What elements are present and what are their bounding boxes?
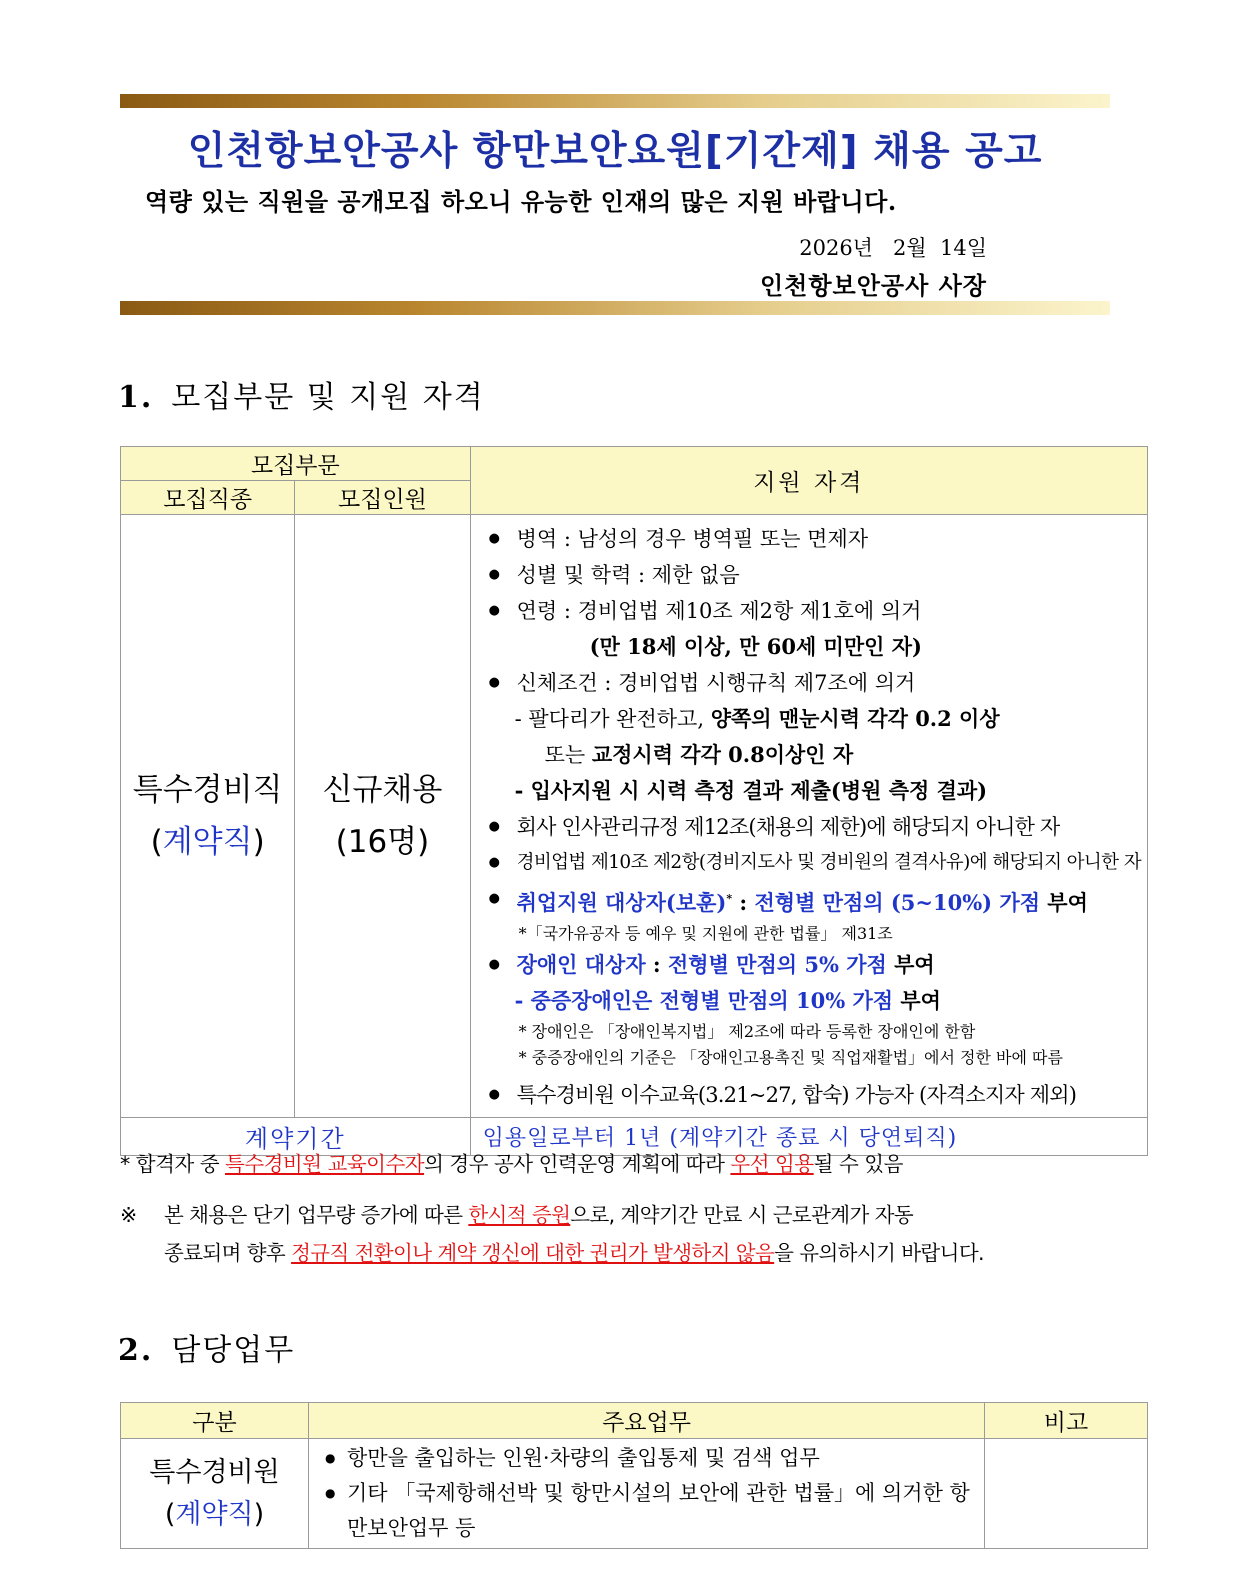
announcement-date: 2026년 2월 14일 bbox=[799, 236, 987, 260]
qual-security-law: ● 경비업법 제10조 제2항(경비지도사 및 경비원의 결격사유)에 해당되지 아니한 자 bbox=[485, 845, 1141, 881]
section-1-heading bbox=[118, 372, 485, 416]
page-title: 인천항보안공사 항만보안요원[기간제] 채용 공고 bbox=[187, 129, 1043, 174]
role-contract-type: (계약직) bbox=[164, 1498, 265, 1530]
qual-age-range: (만 18세 이상, 만 60세 미만인 자) bbox=[589, 634, 922, 659]
qual-training: ● 특수경비원 이수교육(3.21~27, 합숙) 가능자 (자격소지자 제외) bbox=[485, 1077, 1141, 1113]
header-remark: 비고 bbox=[985, 1403, 1148, 1439]
hire-type: 신규채용 bbox=[322, 772, 443, 808]
headcount-cell bbox=[295, 515, 470, 1118]
job-name: 특수경비직 bbox=[132, 772, 283, 808]
qual-veterans-note: *「국가유공자 등 예우 및 지원에 관한 법률」 제31조 bbox=[518, 924, 893, 943]
qual-physical: ● 신체조건 : 경비업법 시행규칙 제7조에 의거 bbox=[485, 665, 1141, 701]
qual-vision-submission: - 입사지원 시 시력 측정 결과 제출(병원 측정 결과) bbox=[514, 778, 988, 803]
duty-port-security: ● 기타 「국제항해선박 및 항만시설의 보안에 관한 법률」에 의거한 항만보안업무 등 bbox=[323, 1476, 978, 1546]
qual-disabled-note-1: * 장애인은 「장애인복지법」 제2조에 따라 등록한 장애인에 한함 bbox=[518, 1022, 976, 1041]
header-job-type: 모집직종 bbox=[121, 481, 295, 515]
header-qualification: 지원 자격 bbox=[470, 447, 1147, 515]
qual-corrected-vision: 또는 교정시력 각각 0.8이상인 자 bbox=[544, 742, 854, 767]
qual-severe-disabled: - 중증장애인은 전형별 만점의 10% 가점 부여 bbox=[514, 988, 941, 1013]
duty-list bbox=[309, 1439, 984, 1548]
remark-cell bbox=[985, 1439, 1148, 1549]
duty-access-control: ● 항만을 출입하는 인원·차량의 출입통제 및 검색 업무 bbox=[323, 1441, 978, 1476]
hire-count: (16명) bbox=[335, 824, 430, 860]
qual-disabled-note-2: * 중증장애인의 기준은 「장애인고용촉진 및 직업재활법」에서 정한 바에 따름 bbox=[518, 1048, 1063, 1067]
qual-gender-education: ● 성별 및 학력 : 제한 없음 bbox=[485, 557, 1141, 593]
qual-hr-rule: ● 회사 인사관리규정 제12조(채용의 제한)에 해당되지 아니한 자 bbox=[485, 809, 1141, 845]
duty-cell bbox=[309, 1439, 985, 1549]
job-cell bbox=[121, 515, 295, 1118]
note-priority-hiring: * 합격자 중 특수경비원 교육이수자의 경우 공사 인력운영 계획에 따라 우선 임용될 수 있음 bbox=[120, 1152, 903, 1176]
recruitment-table bbox=[120, 446, 1148, 1156]
header-bottom-bar bbox=[120, 301, 1110, 315]
header-top-bar bbox=[120, 94, 1110, 108]
duties-table bbox=[120, 1402, 1148, 1549]
page-subtitle: 역량 있는 직원을 공개모집 하오니 유능한 인재의 많은 지원 바랍니다. bbox=[145, 187, 897, 216]
signer: 인천항보안공사 사장 bbox=[759, 271, 987, 300]
section-1-title: 모집부문 및 지원 자격 bbox=[171, 380, 485, 415]
note-mark: ※ bbox=[120, 1203, 137, 1227]
note-temporary-hiring: ※ 본 채용은 단기 업무량 증가에 따른 한시적 증원으로, 계약기간 만료 시 근로관계가 자동 종료되며 향후 정규직 전환이나 계약 갱신에 대한 권리가 발생하지 않음을 유의하시기 바랍니다. bbox=[120, 1196, 1120, 1272]
section-1-number: 1. bbox=[118, 380, 154, 415]
header-main-duty: 주요업무 bbox=[309, 1403, 985, 1439]
qual-vision: - 팔다리가 완전하고, 양쪽의 맨눈시력 각각 0.2 이상 bbox=[514, 706, 1000, 731]
contract-period-value: 임용일로부터 1년 (계약기간 종료 시 당연퇴직) bbox=[470, 1118, 1147, 1156]
contract-period-label: 계약기간 bbox=[121, 1118, 471, 1156]
qual-disabled: ● 장애인 대상자 : 전형별 만점의 5% 가점 부여 bbox=[485, 947, 1141, 983]
header-recruit-group: 모집부문 bbox=[121, 447, 471, 481]
job-contract-type: (계약직) bbox=[150, 824, 265, 860]
qualification-list bbox=[471, 515, 1147, 1117]
qual-military: ● 병역 : 남성의 경우 병역필 또는 면제자 bbox=[485, 521, 1141, 557]
header-division: 구분 bbox=[121, 1403, 309, 1439]
section-2-title: 담당업무 bbox=[171, 1333, 296, 1368]
role-cell bbox=[121, 1439, 309, 1549]
qual-veterans: ● 취업지원 대상자(보훈)* : 전형별 만점의 (5~10%) 가점 부여 bbox=[485, 881, 1141, 921]
section-2-number: 2. bbox=[118, 1333, 154, 1368]
qual-age: ● 연령 : 경비업법 제10조 제2항 제1호에 의거 bbox=[485, 593, 1141, 629]
qualification-cell bbox=[470, 515, 1147, 1118]
header-headcount: 모집인원 bbox=[295, 481, 470, 515]
section-2-heading bbox=[118, 1325, 295, 1369]
role-name: 특수경비원 bbox=[149, 1456, 280, 1488]
